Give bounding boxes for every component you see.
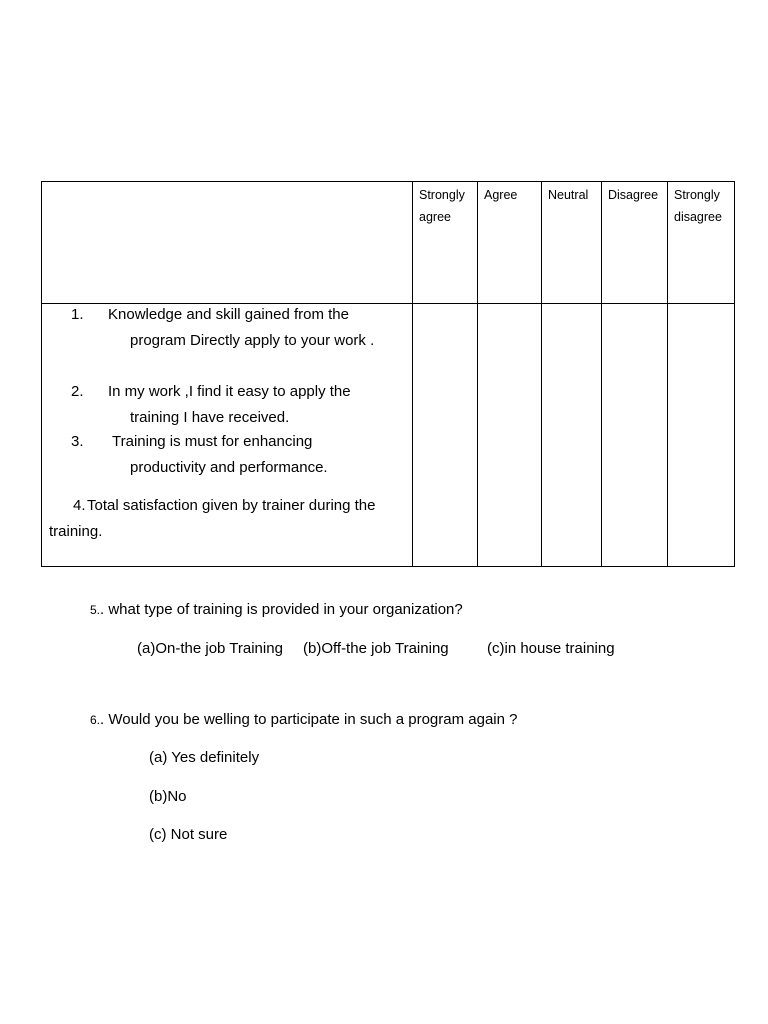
header-neutral: Neutral xyxy=(542,182,602,304)
header-strongly-agree: Strongly agree xyxy=(413,182,478,304)
table-header-row xyxy=(42,182,735,304)
question-6-option-b[interactable]: (b)No xyxy=(149,788,187,805)
header-strongly-disagree: Strongly disagree xyxy=(668,182,735,304)
statement-4-line2: training. xyxy=(49,523,103,540)
response-cell-agree[interactable] xyxy=(478,304,542,567)
statement-1-line1: Knowledge and skill gained from the xyxy=(108,306,349,323)
response-cell-neutral[interactable] xyxy=(542,304,602,567)
statement-4-line1: Total satisfaction given by trainer during the xyxy=(87,497,376,514)
statements-cell xyxy=(42,304,413,567)
statement-header-cell xyxy=(42,182,413,304)
question-5-text-line xyxy=(90,601,463,618)
statement-2-line1: In my work ,I find it easy to apply the xyxy=(108,383,351,400)
statement-3-line2: productivity and performance. xyxy=(130,459,328,476)
question-5-text: . what type of training is provided in your organization? xyxy=(100,601,463,618)
response-cell-strongly-agree[interactable] xyxy=(413,304,478,567)
question-6-number: 6. xyxy=(90,713,101,727)
statement-1-line2: program Directly apply to your work . xyxy=(130,332,375,349)
statement-3-number: 3. xyxy=(71,433,84,450)
question-6-option-c[interactable]: (c) Not sure xyxy=(149,826,228,843)
statement-3-line1: Training is must for enhancing xyxy=(112,433,313,450)
response-cell-disagree[interactable] xyxy=(602,304,668,567)
question-5-option-a[interactable]: (a)On-the job Training xyxy=(137,640,283,657)
header-disagree: Disagree xyxy=(602,182,668,304)
table-body-row xyxy=(42,304,735,567)
question-5-option-b[interactable]: (b)Off-the job Training xyxy=(303,640,449,657)
statement-2-line2: training I have received. xyxy=(130,409,290,426)
rating-table xyxy=(41,181,735,567)
question-6-option-a[interactable]: (a) Yes definitely xyxy=(149,749,260,766)
header-agree: Agree xyxy=(478,182,542,304)
statement-2-number: 2. xyxy=(71,383,84,400)
question-5-number: 5. xyxy=(90,603,101,617)
response-cell-strongly-disagree[interactable] xyxy=(668,304,735,567)
question-5-option-c[interactable]: (c)in house training xyxy=(487,640,615,657)
statement-1-number: 1. xyxy=(71,306,84,323)
statement-4-number: 4. xyxy=(73,497,86,514)
question-6-text-line xyxy=(90,711,517,728)
question-6-text: . Would you be welling to participate in such a program again ? xyxy=(100,711,518,728)
